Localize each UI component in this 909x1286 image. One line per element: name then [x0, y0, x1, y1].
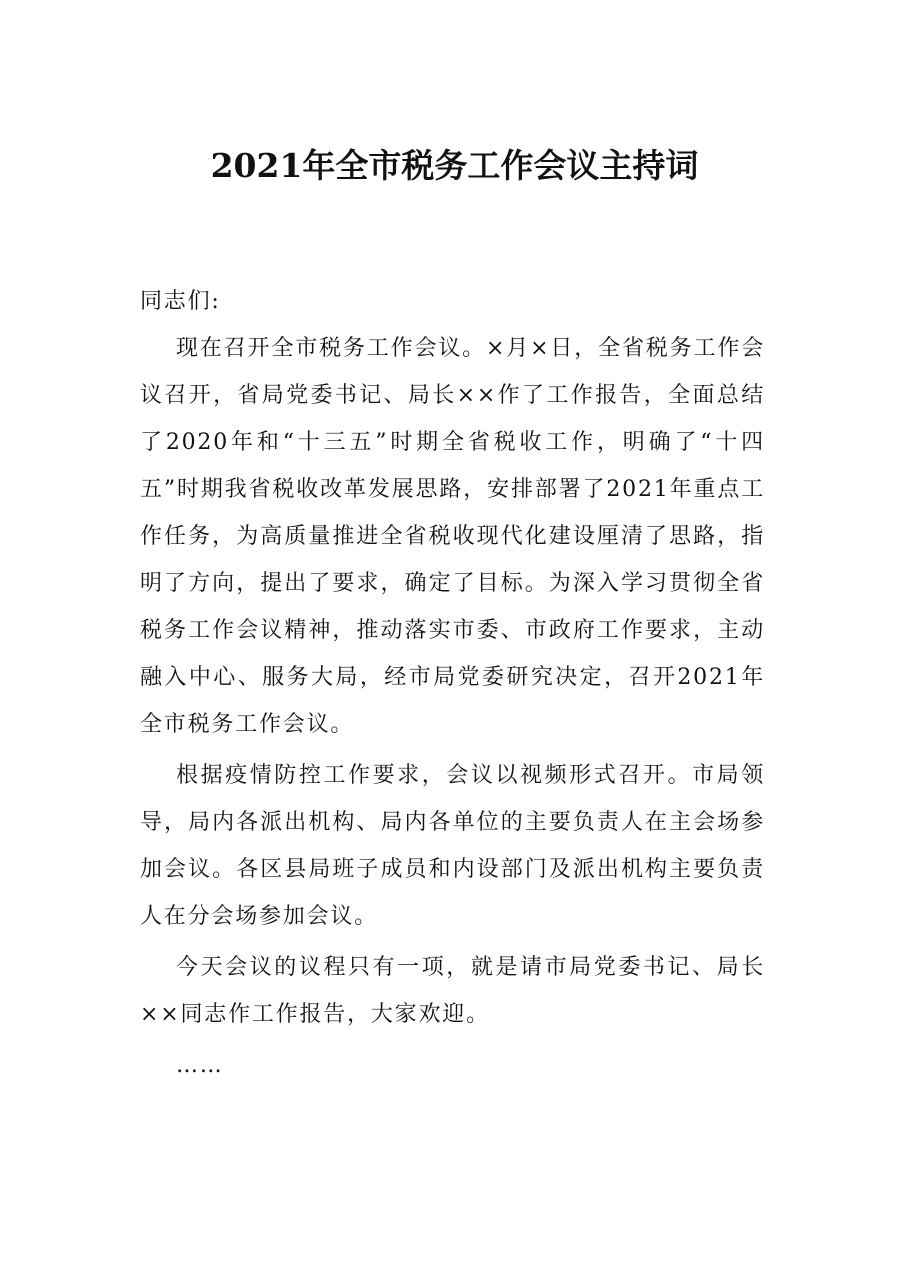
paragraph-format: 根据疫情防控工作要求，会议以视频形式召开。市局领导，局内各派出机构、局内各单位的主要负责人在主会场参加会议。各区县局班子成员和内设部门及派出机构主要负责人在分会场参加会议。 [140, 763, 765, 929]
paragraph-agenda: 今天会议的议程只有一项，就是请市局党委书记、局长××同志作工作报告，大家欢迎。 [140, 955, 765, 1027]
document-body [140, 278, 765, 1089]
paragraph-ellipsis: …… [176, 1053, 224, 1078]
document-title: 2021年全市税务工作会议主持词 [210, 146, 699, 185]
paragraph-opening: 现在召开全市税务工作会议。×月×日，全省税务工作会议召开，省局党委书记、局长××作了工作报告，全面总结了2020年和“十三五”时期全省税收工作，明确了“十四五”时期我省税收改革发展思路，安排部署了2021年重点工作任务，为高质量推进全省税收现代化建设厘清了思路，指明了方向，提出了要求，确定了目标。为深入学习贯彻全省税务工作会议精神，推动落实市委、市政府工作要求，主动融入中心、服务大局，经市局党委研究决定，召开2021年全市税务工作会议。 [140, 336, 765, 737]
salutation: 同志们: [140, 289, 221, 314]
